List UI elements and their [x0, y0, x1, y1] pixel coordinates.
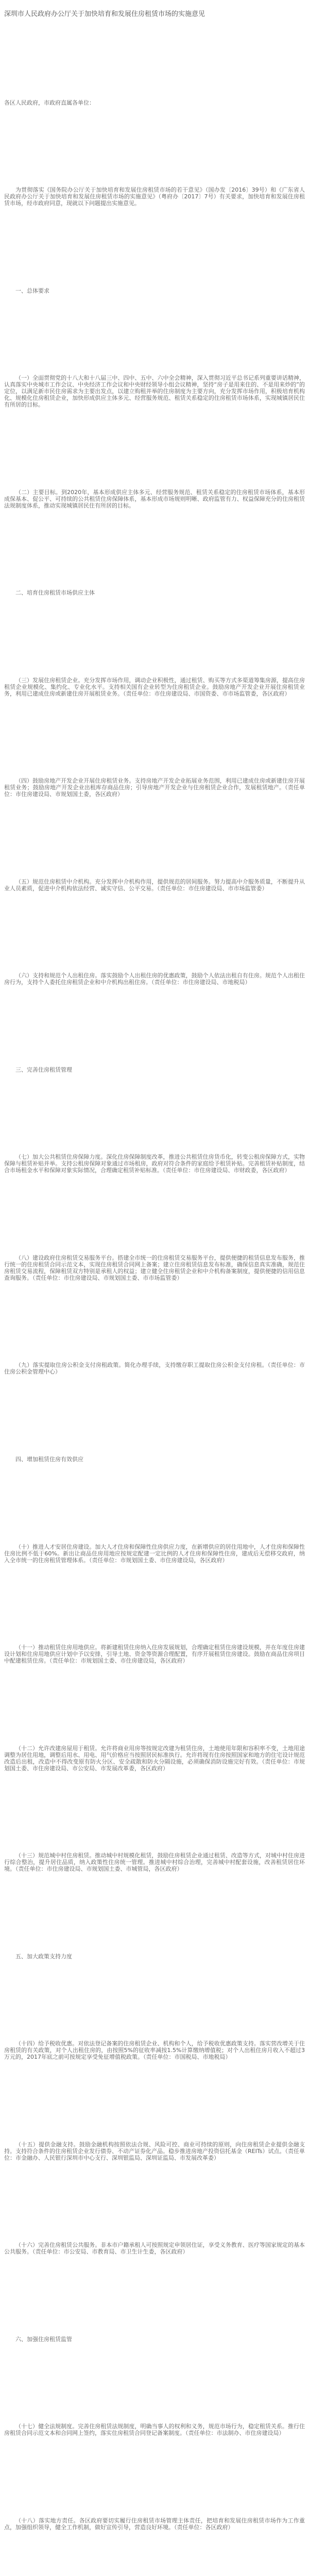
section-paragraph: （五）规范住房租赁中介机构。充分发挥中介机构作用，提供规范的居间服务。努力提高中介服务质量，不断提升从业人员素质，促进中介机构依法经营、诚实守信、公平交易。（责任单位：市住房建设局、市市场监管委）: [4, 878, 305, 892]
section-paragraph: （三）发展住房租赁企业。充分发挥市场作用，调动企业积极性，通过租赁、购买等方式多渠道筹集房源，提高住房租赁企业规模化、集约化、专业化水平。支持相关国有企业转型为住房租赁企业。鼓励房地产开发企业开展住房租赁业务，利用已建成住房或新建住房开展租赁业务。（责任单位：市住房建设局、市国资委、市市场监管委，各区政府）: [4, 676, 305, 697]
section-paragraph: （四）鼓励房地产开发企业开展住房租赁业务。支持房地产开发企业拓展业务范围，利用已建成住房或新建住房开展租赁业务；鼓励房地产开发企业出租库存商品住房；引导房地产开发企业与住房租赁企业合作，发展租赁地产。（责任单位：市住房建设局、市规划国土委，各区政府）: [4, 777, 305, 798]
section-heading: 四、增加租赁住房有效供应: [15, 1455, 83, 1463]
section-heading: 六、加强住房租赁监管: [15, 2335, 72, 2343]
section-paragraph: （八）建设政府住房租赁交易服务平台。搭建全市统一的住房租赁交易服务平台，提供便捷的租赁信息发布服务，推行统一的住房租赁合同示范文本，实现住房租赁合同网上备案；建立住房租赁信息发布标准，确保信息真实准确，规范住房租赁交易流程，保障租赁双方特别是承租人的权益；建立健全住房租赁企业和中介机构备案制度，提供便捷的信用信息查询服务。（责任单位：市住房建设局、市规划国土委、市市场监管委）: [4, 1254, 305, 1281]
section-paragraph: （九）落实提取住房公积金支付房租政策。简化办理手续，支持缴存职工提取住房公积金支付房租。（责任单位：市住房公积金管理中心）: [4, 1362, 305, 1376]
section-heading: 一、总体要求: [15, 287, 49, 294]
section-paragraph: （一）全面贯彻党的十八大和十八届三中、四中、五中、六中全会精神，深入贯彻习近平总书记系列重要讲话精神，认真落实中央城市工作会议、中央经济工作会议和中央财经领导小组会议精神，坚持“房子是用来住的、不是用来炒的”的定位，以满足新市民住房需求为主要出发点，以建立购租并举的住房制度为主要方向，充分发挥市场作用，积极培育机构化、规模化住房租赁企业，加快形成供应主体多元、经营服务规范、租赁关系稳定的住房租赁市场体系，实现城镇居民住有所居的目标。: [4, 375, 305, 409]
document-title: 深圳市人民政府办公厅关于加快培育和发展住房租赁市场的实施意见: [4, 10, 205, 18]
section-paragraph: （十一）推动租赁住房用地供应。将新建租赁住房纳入住房发展规划，合理确定租赁住房建设规模，并在年度住房建设计划和住房用地供应计划中予以安排，引导土地、资金等资源合理配置，有序开展租赁住房建设。鼓励在商品住房项目中配建租赁住房。（责任单位：市规划国土委、市住房建设局，各区政府）: [4, 1644, 305, 1665]
section-paragraph: （二）主要目标。到2020年，基本形成供应主体多元、经营服务规范、租赁关系稳定的住房租赁市场体系，基本形成保基本、促公平、可持续的公共租赁住房保障体系，基本形成市场规则明晰、政府监管有力、权益保障充分的住房租赁法规制度体系，推动实现城镇居民住有所居的目标。: [4, 488, 305, 509]
section-paragraph: （十二）允许改建房屋用于租赁。允许将商业用房等按规定改建为租赁住房，土地使用年限和容积率不变，土地用途调整为居住用地，调整后用水、用电、用气价格应当按照居民标准执行。允许将现有住房按照国家和地方的住宅设计规范改造后出租，改造中不得改变原有防火分区、安全疏散和防火分隔设施，必须确保消防设施完好有效。（责任单位：市规划国土委、市住房建设局、市公安局、市发展改革委，各区政府）: [4, 1744, 305, 1772]
section-paragraph: （七）加大公共租赁住房保障力度。深化住房保障制度改革，推进公共租赁住房货币化，转变公租房保障方式，实物保障与租赁补贴并举。支持公租房保障对象通过市场租房，政府对符合条件的家庭给予租赁补贴。完善租赁补贴制度，结合市场租金水平和保障对象实际情况，合理确定租赁补贴标准。（责任单位：市住房建设局、市财政委，各区政府）: [4, 1154, 305, 1174]
section-heading: 三、完善住房租赁管理: [15, 1066, 72, 1073]
section-paragraph: （十三）规范城中村住房租赁。推动城中村规模化租赁，鼓励住房租赁企业通过租赁、改造等方式，对城中村住房进行综合整治，提升居住品质，纳入政策性住房统一管理。推进城中村综合治理，完善城中村配套设施，改善租赁居住环境。（责任单位：市住房建设局、市规划国土委、市城管局，各区政府）: [4, 1852, 305, 1873]
section-heading: 五、加大政策支持力度: [15, 1953, 72, 1960]
section-paragraph: （十六）完善住房租赁公共服务。非本市户籍承租人可按照规定申领居住证，享受义务教育、医疗等国家规定的基本公共服务。（责任单位：市公安局、市教育局、市卫生计生委，各区政府）: [4, 2242, 305, 2256]
section-paragraph: （十四）给予税收优惠。对依法登记备案的住房租赁企业、机构和个人，给予税收优惠政策支持。落实营改增关于住房租赁的有关政策，对个人出租住房的，由按照5%的征收率减按1.5%计算缴纳增值税；对个人出租住房月收入不超过3万元的，2017年底之前可按规定享受免征增值税政策。（责任单位：市国税局、市地税局）: [4, 2040, 305, 2061]
section-heading: 二、培育住房租赁市场供应主体: [15, 589, 95, 597]
section-paragraph: （十）推进人才安居住房建设。加大人才住房和保障性住房供应力度，在新增供应的居住用地中，人才住房和保障性住房比例不低于60%。新出让商品住房用地应按规定配建一定比例的人才住房和保障性住房，建成后无偿移交政府，纳入全市统一的住房租赁管理体系。（责任单位：市规划国土委、市住房建设局，各区政府）: [4, 1543, 305, 1564]
section-paragraph: （十八）落实地方责任。各区政府要切实履行住房租赁市场管理主体责任，把培育和发展住房租赁市场作为工作重点，加强组织领导，健全工作机制，做好宣传引导，营造良好环境。（责任单位：各区政府）: [4, 2517, 305, 2531]
section-paragraph: （十七）健全法规制度。完善住房租赁法规制度，明确当事人的权利和义务，规范市场行为，稳定租赁关系。推行住房租赁合同示范文本和合同网上签约，落实住房租赁合同登记备案制度。（责任单位：市法制办、市住房建设局）: [4, 2423, 305, 2437]
section-paragraph: （六）支持和规范个人出租住房。落实鼓励个人出租住房的优惠政策，鼓励个人依法出租自有住房。规范个人出租住房行为，支持个人委托住房租赁企业和中介机构出租住房。（责任单位：市住房建设局、市地税局）: [4, 972, 305, 986]
document-preamble: 为贯彻落实《国务院办公厅关于加快培育和发展住房租赁市场的若干意见》（国办发〔2016〕39号）和《广东省人民政府办公厅关于加快培育和发展住房租赁市场的实施意见》（粤府办〔2017〕7号）有关要求，加快培育和发展住房租赁市场，经市政府同意，现就以下问题提出实施意见。: [4, 187, 305, 207]
document-addressee: 各区人民政府，市政府直属各单位：: [4, 99, 95, 106]
section-paragraph: （十五）提供金融支持。鼓励金融机构按照依法合规、风险可控、商业可持续的原则，向住房租赁企业提供金融支持。支持符合条件的住房租赁企业发行债券、不动产证券化产品。稳步推进房地产投资信托基金（REITs）试点。（责任单位：市金融办、人民银行深圳市中心支行、深圳银监局、深圳证监局、市发展改革委）: [4, 2141, 305, 2161]
